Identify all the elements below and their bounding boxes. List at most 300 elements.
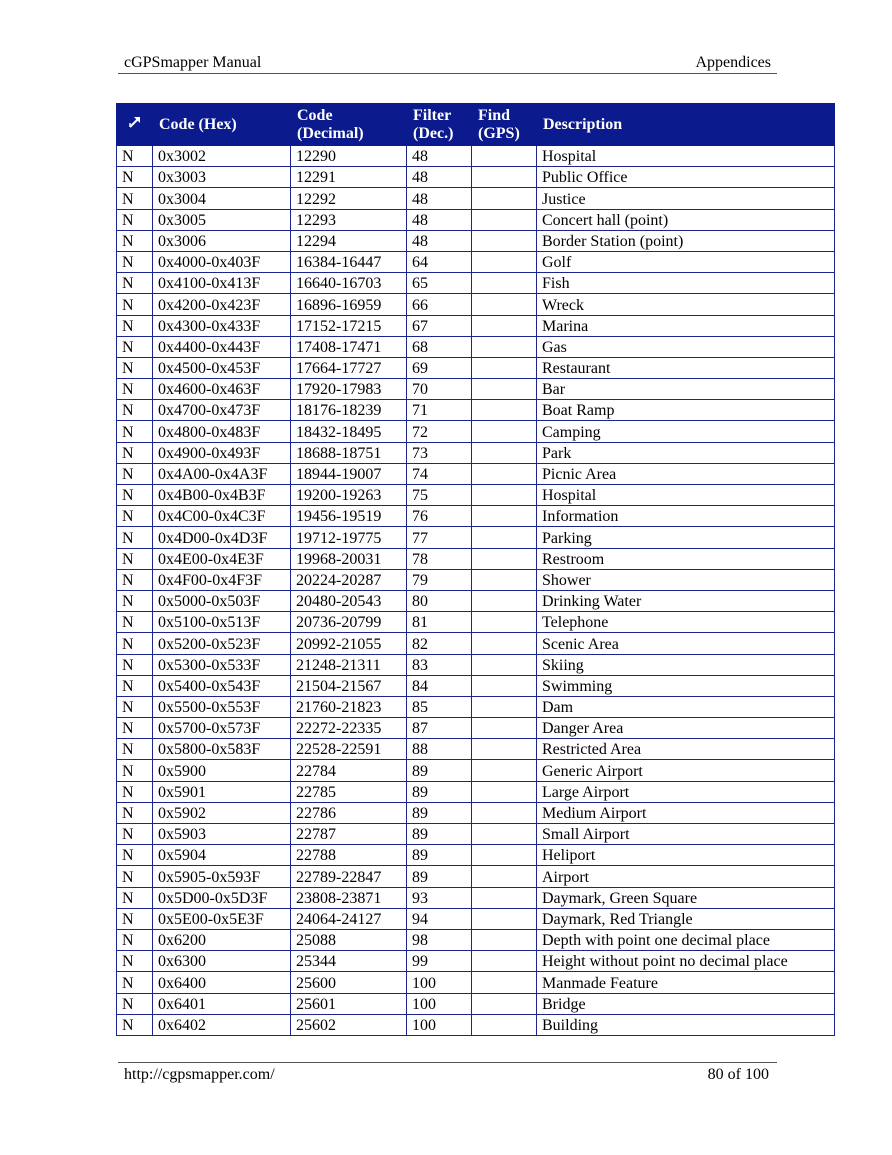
cell-type: N (117, 357, 153, 378)
cell-code-hex: 0x4F00-0x4F3F (153, 569, 291, 590)
column-header-filter: Filter (Dec.) (407, 104, 472, 146)
cell-code-hex: 0x3004 (153, 188, 291, 209)
cell-find (472, 908, 537, 929)
table-row (117, 951, 835, 972)
cell-type: N (117, 781, 153, 802)
table-row (117, 739, 835, 760)
table-row (117, 866, 835, 887)
column-header-type (117, 104, 153, 146)
cell-description: Hospital (537, 146, 835, 167)
table-row (117, 336, 835, 357)
cell-description: Generic Airport (537, 760, 835, 781)
cell-find (472, 463, 537, 484)
cell-type: N (117, 167, 153, 188)
cell-type: N (117, 824, 153, 845)
cell-code-decimal: 21248-21311 (291, 654, 407, 675)
cell-code-hex: 0x6200 (153, 929, 291, 950)
cell-description: Shower (537, 569, 835, 590)
cell-code-decimal: 22786 (291, 802, 407, 823)
cell-code-decimal: 20224-20287 (291, 569, 407, 590)
cell-type: N (117, 379, 153, 400)
cell-code-decimal: 19968-20031 (291, 548, 407, 569)
table-row (117, 463, 835, 484)
cell-code-hex: 0x4500-0x453F (153, 357, 291, 378)
cell-find (472, 845, 537, 866)
cell-find (472, 146, 537, 167)
cell-filter: 85 (407, 696, 472, 717)
table-row (117, 972, 835, 993)
table-row (117, 400, 835, 421)
cell-type: N (117, 569, 153, 590)
cell-description: Airport (537, 866, 835, 887)
cell-filter: 72 (407, 421, 472, 442)
cell-find (472, 951, 537, 972)
cell-description: Park (537, 442, 835, 463)
page-number: 80 of 100 (707, 1066, 769, 1083)
cell-code-decimal: 25602 (291, 1014, 407, 1035)
cell-description: Gas (537, 336, 835, 357)
cell-find (472, 654, 537, 675)
cell-type: N (117, 294, 153, 315)
cell-find (472, 633, 537, 654)
cell-find (472, 336, 537, 357)
cell-description: Restaurant (537, 357, 835, 378)
cell-code-decimal: 12290 (291, 146, 407, 167)
cell-type: N (117, 845, 153, 866)
cell-code-decimal: 25601 (291, 993, 407, 1014)
cell-find (472, 357, 537, 378)
cell-filter: 94 (407, 908, 472, 929)
cell-description: Telephone (537, 612, 835, 633)
section-title: Appendices (695, 54, 771, 71)
cell-type: N (117, 506, 153, 527)
cell-description: Fish (537, 273, 835, 294)
cell-description: Parking (537, 527, 835, 548)
cell-code-hex: 0x5900 (153, 760, 291, 781)
cell-type: N (117, 463, 153, 484)
cell-find (472, 251, 537, 272)
cell-code-hex: 0x5D00-0x5D3F (153, 887, 291, 908)
cell-code-decimal: 22789-22847 (291, 866, 407, 887)
table-row (117, 251, 835, 272)
table-row (117, 294, 835, 315)
cell-filter: 87 (407, 718, 472, 739)
cell-description: Marina (537, 315, 835, 336)
cell-description: Drinking Water (537, 590, 835, 611)
cell-find (472, 675, 537, 696)
cell-description: Heliport (537, 845, 835, 866)
cell-type: N (117, 696, 153, 717)
cell-code-hex: 0x6300 (153, 951, 291, 972)
cell-code-hex: 0x5904 (153, 845, 291, 866)
cell-code-hex: 0x4000-0x403F (153, 251, 291, 272)
cell-type: N (117, 527, 153, 548)
table-row (117, 357, 835, 378)
table-row (117, 696, 835, 717)
cell-find (472, 315, 537, 336)
cell-code-hex: 0x5903 (153, 824, 291, 845)
table-row (117, 167, 835, 188)
cell-code-hex: 0x4600-0x463F (153, 379, 291, 400)
cell-code-hex: 0x4300-0x433F (153, 315, 291, 336)
table-row (117, 760, 835, 781)
cell-filter: 89 (407, 781, 472, 802)
cell-find (472, 1014, 537, 1035)
cell-code-hex: 0x4E00-0x4E3F (153, 548, 291, 569)
cell-type: N (117, 718, 153, 739)
cell-description: Swimming (537, 675, 835, 696)
cell-code-decimal: 23808-23871 (291, 887, 407, 908)
table-row (117, 569, 835, 590)
cell-type: N (117, 993, 153, 1014)
table-row (117, 146, 835, 167)
cell-description: Concert hall (point) (537, 209, 835, 230)
cell-code-hex: 0x5902 (153, 802, 291, 823)
table-row (117, 802, 835, 823)
cell-code-hex: 0x5100-0x513F (153, 612, 291, 633)
cell-filter: 48 (407, 209, 472, 230)
table-row (117, 527, 835, 548)
cell-code-hex: 0x4400-0x443F (153, 336, 291, 357)
cell-filter: 77 (407, 527, 472, 548)
cell-type: N (117, 760, 153, 781)
cell-code-hex: 0x4A00-0x4A3F (153, 463, 291, 484)
cell-find (472, 442, 537, 463)
cell-code-decimal: 19712-19775 (291, 527, 407, 548)
cell-find (472, 379, 537, 400)
column-header-code-hex: Code (Hex) (153, 104, 291, 146)
cell-find (472, 802, 537, 823)
cell-filter: 100 (407, 993, 472, 1014)
cell-description: Depth with point one decimal place (537, 929, 835, 950)
cell-description: Small Airport (537, 824, 835, 845)
cell-code-decimal: 16640-16703 (291, 273, 407, 294)
cell-find (472, 612, 537, 633)
cell-find (472, 696, 537, 717)
cell-description: Picnic Area (537, 463, 835, 484)
cell-code-decimal: 17920-17983 (291, 379, 407, 400)
cell-code-hex: 0x4C00-0x4C3F (153, 506, 291, 527)
cell-code-decimal: 22784 (291, 760, 407, 781)
table-row (117, 908, 835, 929)
cell-code-hex: 0x5300-0x533F (153, 654, 291, 675)
cell-find (472, 887, 537, 908)
cell-code-hex: 0x5000-0x503F (153, 590, 291, 611)
cell-find (472, 230, 537, 251)
cell-code-hex: 0x4200-0x423F (153, 294, 291, 315)
cell-code-hex: 0x5500-0x553F (153, 696, 291, 717)
cell-description: Hospital (537, 485, 835, 506)
table-row (117, 379, 835, 400)
cell-find (472, 972, 537, 993)
cell-filter: 98 (407, 929, 472, 950)
cell-filter: 71 (407, 400, 472, 421)
cell-code-decimal: 16896-16959 (291, 294, 407, 315)
cell-filter: 70 (407, 379, 472, 400)
manual-title: cGPSmapper Manual (124, 54, 262, 71)
table-row (117, 929, 835, 950)
cell-type: N (117, 1014, 153, 1035)
cell-type: N (117, 548, 153, 569)
cell-code-decimal: 12292 (291, 188, 407, 209)
cell-filter: 100 (407, 1014, 472, 1035)
table-row (117, 590, 835, 611)
cell-type: N (117, 887, 153, 908)
cell-code-hex: 0x4900-0x493F (153, 442, 291, 463)
cell-filter: 76 (407, 506, 472, 527)
cell-find (472, 209, 537, 230)
cell-code-hex: 0x4700-0x473F (153, 400, 291, 421)
cell-code-decimal: 22788 (291, 845, 407, 866)
cell-code-decimal: 24064-24127 (291, 908, 407, 929)
cell-code-decimal: 22272-22335 (291, 718, 407, 739)
cell-filter: 81 (407, 612, 472, 633)
cell-code-decimal: 20736-20799 (291, 612, 407, 633)
cell-filter: 48 (407, 230, 472, 251)
cell-description: Dam (537, 696, 835, 717)
cell-filter: 78 (407, 548, 472, 569)
pointer-arrow-icon (128, 115, 142, 129)
cell-filter: 89 (407, 824, 472, 845)
cell-filter: 75 (407, 485, 472, 506)
cell-description: Height without point no decimal place (537, 951, 835, 972)
cell-description: Golf (537, 251, 835, 272)
cell-type: N (117, 146, 153, 167)
cell-type: N (117, 675, 153, 696)
cell-find (472, 866, 537, 887)
cell-code-decimal: 25600 (291, 972, 407, 993)
table-row (117, 654, 835, 675)
cell-filter: 48 (407, 146, 472, 167)
table-row (117, 845, 835, 866)
cell-code-decimal: 16384-16447 (291, 251, 407, 272)
cell-description: Danger Area (537, 718, 835, 739)
cell-filter: 69 (407, 357, 472, 378)
cell-code-hex: 0x3002 (153, 146, 291, 167)
cell-find (472, 527, 537, 548)
table-row (117, 548, 835, 569)
cell-type: N (117, 230, 153, 251)
cell-type: N (117, 951, 153, 972)
cell-description: Bridge (537, 993, 835, 1014)
cell-description: Bar (537, 379, 835, 400)
cell-description: Daymark, Red Triangle (537, 908, 835, 929)
cell-description: Border Station (point) (537, 230, 835, 251)
cell-description: Medium Airport (537, 802, 835, 823)
cell-find (472, 569, 537, 590)
table-body (117, 146, 835, 1036)
cell-filter: 100 (407, 972, 472, 993)
cell-code-hex: 0x5200-0x523F (153, 633, 291, 654)
cell-code-hex: 0x3003 (153, 167, 291, 188)
cell-code-decimal: 19456-19519 (291, 506, 407, 527)
cell-find (472, 400, 537, 421)
table-row (117, 675, 835, 696)
poi-codes-table (116, 103, 835, 1036)
table-row (117, 421, 835, 442)
cell-find (472, 929, 537, 950)
cell-description: Manmade Feature (537, 972, 835, 993)
cell-type: N (117, 802, 153, 823)
column-header-find: Find (GPS) (472, 104, 537, 146)
cell-find (472, 421, 537, 442)
cell-find (472, 718, 537, 739)
footer-url: http://cgpsmapper.com/ (124, 1066, 275, 1083)
cell-filter: 99 (407, 951, 472, 972)
page-footer (118, 1062, 777, 1085)
cell-find (472, 188, 537, 209)
cell-find (472, 781, 537, 802)
cell-type: N (117, 590, 153, 611)
table-row (117, 315, 835, 336)
cell-find (472, 167, 537, 188)
cell-code-decimal: 21760-21823 (291, 696, 407, 717)
cell-filter: 80 (407, 590, 472, 611)
cell-description: Skiing (537, 654, 835, 675)
cell-filter: 89 (407, 845, 472, 866)
cell-filter: 93 (407, 887, 472, 908)
cell-description: Camping (537, 421, 835, 442)
cell-description: Large Airport (537, 781, 835, 802)
cell-code-decimal: 17408-17471 (291, 336, 407, 357)
table-row (117, 485, 835, 506)
cell-type: N (117, 633, 153, 654)
cell-description: Daymark, Green Square (537, 887, 835, 908)
cell-type: N (117, 273, 153, 294)
cell-find (472, 824, 537, 845)
table-row (117, 887, 835, 908)
cell-type: N (117, 209, 153, 230)
cell-filter: 82 (407, 633, 472, 654)
cell-type: N (117, 866, 153, 887)
cell-find (472, 993, 537, 1014)
page-header (118, 52, 777, 74)
cell-find (472, 273, 537, 294)
cell-type: N (117, 485, 153, 506)
cell-code-hex: 0x5800-0x583F (153, 739, 291, 760)
cell-code-hex: 0x4D00-0x4D3F (153, 527, 291, 548)
cell-find (472, 548, 537, 569)
cell-filter: 48 (407, 188, 472, 209)
cell-filter: 67 (407, 315, 472, 336)
table-row (117, 188, 835, 209)
cell-code-decimal: 19200-19263 (291, 485, 407, 506)
cell-description: Scenic Area (537, 633, 835, 654)
cell-code-hex: 0x5700-0x573F (153, 718, 291, 739)
table-row (117, 1014, 835, 1035)
cell-type: N (117, 336, 153, 357)
cell-code-hex: 0x5400-0x543F (153, 675, 291, 696)
cell-type: N (117, 739, 153, 760)
cell-code-hex: 0x5905-0x593F (153, 866, 291, 887)
column-header-description: Description (537, 104, 835, 146)
cell-code-hex: 0x5901 (153, 781, 291, 802)
cell-code-decimal: 22785 (291, 781, 407, 802)
table-row (117, 230, 835, 251)
cell-code-decimal: 12294 (291, 230, 407, 251)
cell-find (472, 739, 537, 760)
table-header-row (117, 104, 835, 146)
cell-description: Justice (537, 188, 835, 209)
cell-code-decimal: 22787 (291, 824, 407, 845)
cell-code-hex: 0x6402 (153, 1014, 291, 1035)
cell-description: Building (537, 1014, 835, 1035)
cell-code-hex: 0x4100-0x413F (153, 273, 291, 294)
cell-find (472, 506, 537, 527)
cell-type: N (117, 315, 153, 336)
cell-code-decimal: 21504-21567 (291, 675, 407, 696)
cell-code-decimal: 18944-19007 (291, 463, 407, 484)
cell-code-hex: 0x3005 (153, 209, 291, 230)
column-header-code-decimal: Code (Decimal) (291, 104, 407, 146)
cell-code-hex: 0x4800-0x483F (153, 421, 291, 442)
cell-type: N (117, 612, 153, 633)
cell-filter: 84 (407, 675, 472, 696)
table-row (117, 209, 835, 230)
cell-filter: 83 (407, 654, 472, 675)
cell-type: N (117, 251, 153, 272)
cell-filter: 89 (407, 802, 472, 823)
cell-code-decimal: 22528-22591 (291, 739, 407, 760)
cell-filter: 89 (407, 866, 472, 887)
table-row (117, 993, 835, 1014)
cell-description: Restroom (537, 548, 835, 569)
table-row (117, 506, 835, 527)
cell-filter: 88 (407, 739, 472, 760)
cell-filter: 68 (407, 336, 472, 357)
cell-code-decimal: 25344 (291, 951, 407, 972)
cell-code-decimal: 25088 (291, 929, 407, 950)
cell-code-decimal: 18176-18239 (291, 400, 407, 421)
cell-code-decimal: 20480-20543 (291, 590, 407, 611)
cell-type: N (117, 908, 153, 929)
cell-type: N (117, 188, 153, 209)
cell-code-decimal: 12293 (291, 209, 407, 230)
cell-type: N (117, 400, 153, 421)
cell-find (472, 294, 537, 315)
cell-filter: 48 (407, 167, 472, 188)
table-row (117, 612, 835, 633)
cell-type: N (117, 972, 153, 993)
cell-type: N (117, 654, 153, 675)
cell-filter: 89 (407, 760, 472, 781)
cell-type: N (117, 421, 153, 442)
cell-find (472, 760, 537, 781)
cell-code-decimal: 17152-17215 (291, 315, 407, 336)
cell-filter: 65 (407, 273, 472, 294)
cell-filter: 79 (407, 569, 472, 590)
table-row (117, 442, 835, 463)
cell-code-decimal: 20992-21055 (291, 633, 407, 654)
cell-code-hex: 0x5E00-0x5E3F (153, 908, 291, 929)
table-row (117, 718, 835, 739)
cell-filter: 73 (407, 442, 472, 463)
table-row (117, 273, 835, 294)
table-row (117, 781, 835, 802)
cell-code-decimal: 18432-18495 (291, 421, 407, 442)
cell-type: N (117, 442, 153, 463)
cell-description: Information (537, 506, 835, 527)
cell-find (472, 590, 537, 611)
table-row (117, 824, 835, 845)
cell-find (472, 485, 537, 506)
cell-description: Boat Ramp (537, 400, 835, 421)
cell-code-decimal: 18688-18751 (291, 442, 407, 463)
cell-code-decimal: 17664-17727 (291, 357, 407, 378)
cell-code-decimal: 12291 (291, 167, 407, 188)
cell-description: Restricted Area (537, 739, 835, 760)
cell-filter: 74 (407, 463, 472, 484)
